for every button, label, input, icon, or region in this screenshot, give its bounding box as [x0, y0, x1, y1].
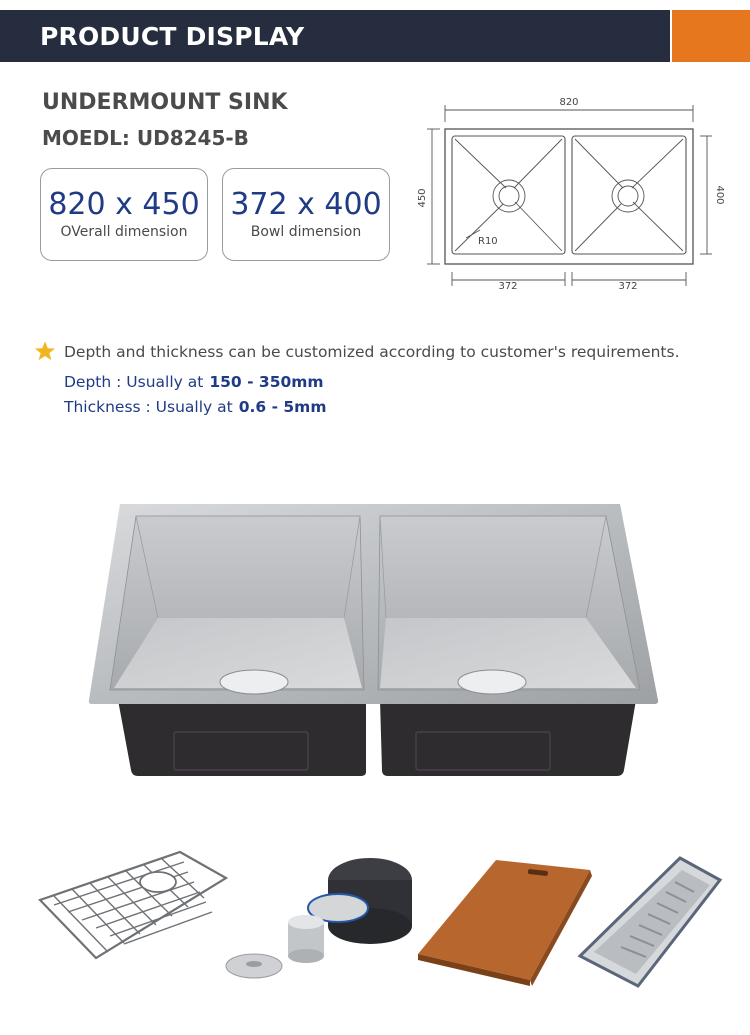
dim-radius-label: R10	[478, 236, 498, 247]
depth-label: Depth : Usually at	[64, 373, 204, 391]
colander-photo	[570, 830, 750, 1000]
star-icon	[34, 340, 56, 362]
dim-bowl-height: 400	[714, 185, 725, 205]
thickness-label: Thickness : Usually at	[64, 398, 233, 416]
dim-bowl-width-left: 372	[498, 281, 518, 292]
thickness-note	[64, 398, 327, 416]
bowl-dimension-value: 372 x 400	[230, 187, 382, 222]
depth-note	[64, 373, 324, 391]
bowl-dimension-box	[222, 168, 390, 261]
dim-overall-height: 450	[417, 188, 428, 208]
depth-value: 150 - 350mm	[209, 373, 324, 391]
header-accent-block	[672, 10, 750, 62]
page-title: PRODUCT DISPLAY	[40, 22, 305, 51]
basket-strainer-photo	[220, 830, 420, 1000]
bottom-grid-photo	[30, 830, 230, 1000]
bowl-dimension-label: Bowl dimension	[250, 224, 362, 240]
customization-note: Depth and thickness can be customized according to customer's requirements.	[64, 343, 680, 361]
dim-overall-width: 820	[559, 97, 579, 108]
double-bowl-sink-photo	[88, 504, 668, 794]
overall-dimension-box	[40, 168, 208, 261]
product-model: MOEDL: UD8245-B	[42, 126, 249, 150]
technical-drawing	[410, 92, 730, 302]
product-title: UNDERMOUNT SINK	[42, 90, 288, 115]
dim-bowl-width-right: 372	[618, 281, 638, 292]
thickness-value: 0.6 - 5mm	[238, 398, 327, 416]
overall-dimension-label: OVerall dimension	[60, 224, 188, 240]
overall-dimension-value: 820 x 450	[48, 187, 200, 222]
